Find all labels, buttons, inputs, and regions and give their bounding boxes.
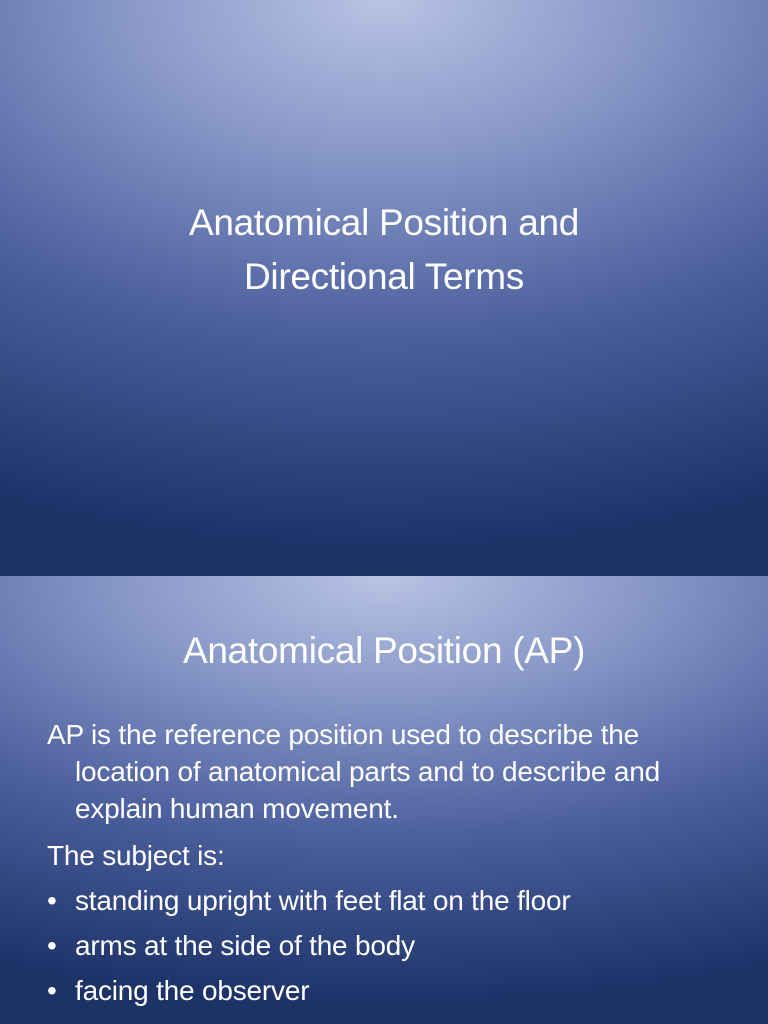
slide-title	[0, 196, 768, 304]
bullet-item: • standing upright with feet flat on the floor	[47, 882, 737, 919]
bullet-item: • facing the observer	[47, 972, 737, 1009]
content-slide	[0, 576, 768, 1024]
title-line-2: Directional Terms	[243, 256, 525, 297]
bullet-item: • arms at the side of the body	[47, 927, 737, 964]
slide-body	[47, 716, 737, 1009]
body-paragraph: AP is the reference position used to describe the location of anatomical parts and to describe and explain human movement.	[47, 719, 660, 824]
body-paragraph: The subject is:	[47, 840, 225, 871]
slide-title: Anatomical Position (AP)	[182, 630, 586, 671]
title-line-1: Anatomical Position and	[188, 202, 580, 243]
